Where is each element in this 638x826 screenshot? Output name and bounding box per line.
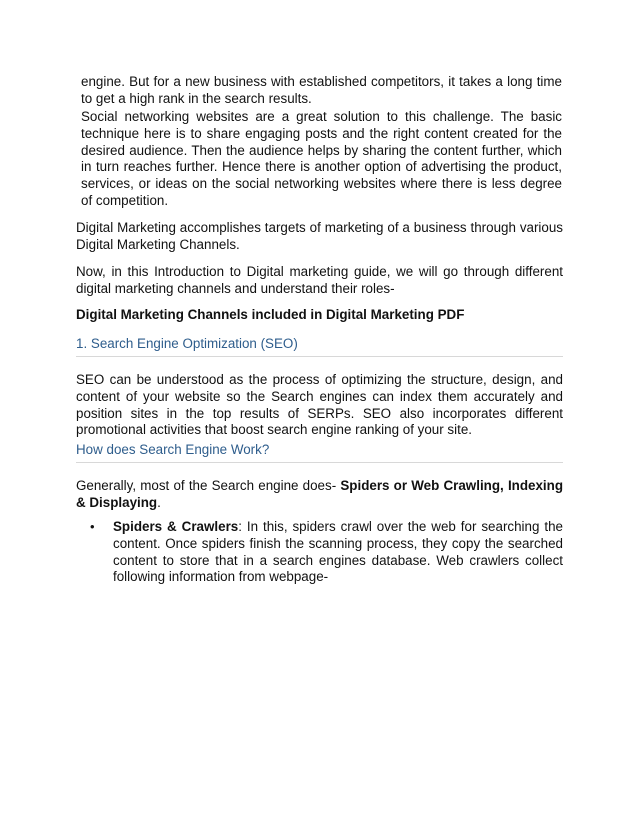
search-engine-heading: How does Search Engine Work? [76,442,270,457]
bullet-description: : In this, spiders crawl over the web for searching the content. Once spiders finish the scanning process, they copy the searched content to store that in a search engines database. Web crawlers collect following information from webpage- [113,519,563,585]
guide-paragraph: Now, in this Introduction to Digital marketing guide, we will go through different digital marketing channels and understand their roles- [76,264,563,296]
channels-heading: Digital Marketing Channels included in Digital Marketing PDF [76,307,465,322]
generally-bold-text: Spiders or Web Crawling, Indexing & Displaying [76,478,563,510]
social-networking-paragraph: Social networking websites are a great solution to this challenge. The basic technique here is to share engaging posts and the right content created for the desired audience. Then the audience helps by sharing the content further, which in turn reaches further. Hence there is another option of advertising the product, services, or ideas on the social networking websites where there is less degree of competition. [81,109,562,208]
generally-lead-text: Generally, most of the Search engine does- [76,478,341,493]
bullet-dot: • [90,519,95,534]
seo-paragraph: SEO can be understood as the process of optimizing the structure, design, and content of your website so the Search engines can index them accurately and position sites in the top results of SERPs. SEO also incorporates different promotional activities that boost search engine ranking of your site. [76,372,563,438]
seo-heading: 1. Search Engine Optimization (SEO) [76,336,298,351]
bullet-term: Spiders & Crawlers [113,519,239,534]
search-engine-heading-divider [76,462,563,463]
generally-end-text: . [157,494,161,510]
continued-paragraph: engine. But for a new business with established competitors, it takes a long time to get a high rank in the search results. [81,74,562,106]
bullet-text [113,519,563,586]
generally-paragraph [76,478,563,512]
seo-heading-divider [76,356,563,357]
intro-paragraph: Digital Marketing accomplishes targets of marketing of a business through various Digital Marketing Channels. [76,220,563,252]
